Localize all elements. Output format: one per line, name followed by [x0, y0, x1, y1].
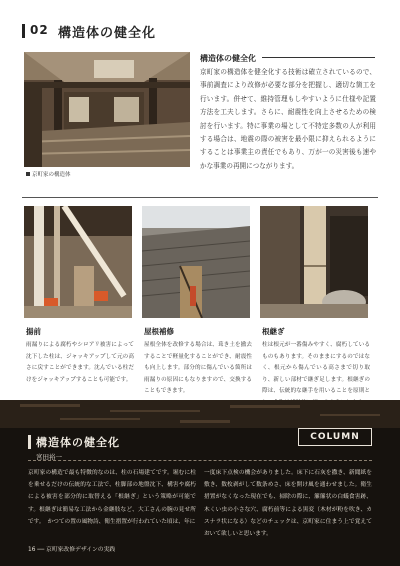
column-title-tsugi: 根継ぎ	[262, 327, 285, 336]
photo-tsugi	[260, 206, 368, 318]
caption-square-icon	[26, 172, 30, 176]
page-footer: 16 ── 京町家改修デザインの実践	[28, 547, 116, 553]
column-title-roof: 屋根補修	[144, 327, 174, 336]
intro-heading: 構造体の健全化	[200, 54, 256, 63]
main-photo	[24, 52, 190, 167]
column-panel-rule	[28, 460, 372, 461]
column-panel-author: 宮田裕一	[36, 453, 62, 461]
column-body-tsugi: 柱は根元が一番傷みやすく、腐朽しているものもあります。そのままにするのではなく、根元から傷んでいる高さまで切り取り、新しい部材で継ぎ足します。根継ぎの際は、伝統的な継手を用いることを原則と	[262, 342, 370, 394]
column-title-jackup: 揚前	[26, 327, 41, 336]
main-photo-caption	[26, 170, 71, 178]
column-panel-right-text: 一度床下点検の機会がありました。床下に石灰を撒き、新聞紙を敷き、数枚剥がして数条めさ、床を開け風を通わせました。衛生措置がなくなった現在でも、掃除の際に、簾簾状の白蟻食害跡、木くい虫の小さな穴、腐朽前等による黒変（木材が粉を吹き、カスナラ状になる）などのチェックは、京町家に住まう上で覚えておいて欲しいと思います。	[204, 470, 372, 538]
page-title: 構造体の健全化	[58, 26, 157, 41]
section-divider	[22, 197, 378, 198]
column-body-roof: 屋根全体を改修する場合は、葺き土を撤去することで軽量化することができ、耐震性も向上します。部分的に傷んでいる箇所は雨漏りの原因にもなりますので、交換することもできます。	[144, 342, 252, 394]
photo-roof	[142, 206, 250, 318]
section-number: 02	[30, 23, 49, 37]
intro-body: 京町家の構造体を健全化する技術は確立されているので、事前調査により改修が必要な部分を把握し、適切な箇工を行います。併せて、維持管理もしやすいように仕様や記置方法を工夫します。さらに、耐震性を向上させるための検討を行います。特に事業の場として不特定多数の人が利用する場合は、地震の際の被害を最小限に抑えられるようにすることは事業主の責任でもあり、万が一の災害後も速やかな事業の再開につながります。	[200, 68, 376, 170]
column-body-jackup: 雨漏りによる腐朽やシロアリ被害によって沈下した柱は、ジャッキアップして元の高さに戻すことができます。沈んでいる柱だけをジャッキアップすることも可能です。	[26, 342, 134, 383]
column-panel-texture	[0, 400, 400, 428]
column-label-badge: COLUMN	[298, 428, 372, 446]
main-photo-caption-text: 京町家の構造体	[32, 172, 71, 178]
header-accent-bar	[22, 24, 25, 38]
photo-jackup	[24, 206, 132, 318]
column-title-bar	[28, 435, 31, 449]
intro-heading-rule	[262, 57, 375, 58]
column-panel-title: 構造体の健全化	[36, 436, 120, 449]
column-panel-left-text: 京町家の構造で最も特徴的なのは、柱の石場建てです。堀むに柱を乗せるだけの伝統的な工法で、柱脚部の地盤沈下、構害や腐朽による被害を部分的に取替える「根継ぎ」という策略が可能です。根継ぎは簡易な工法から金継肢など、大工さんの腕の見せ所です。 かつての置の風物詩、衛生措置が行われていた頃は、年に	[28, 470, 196, 525]
